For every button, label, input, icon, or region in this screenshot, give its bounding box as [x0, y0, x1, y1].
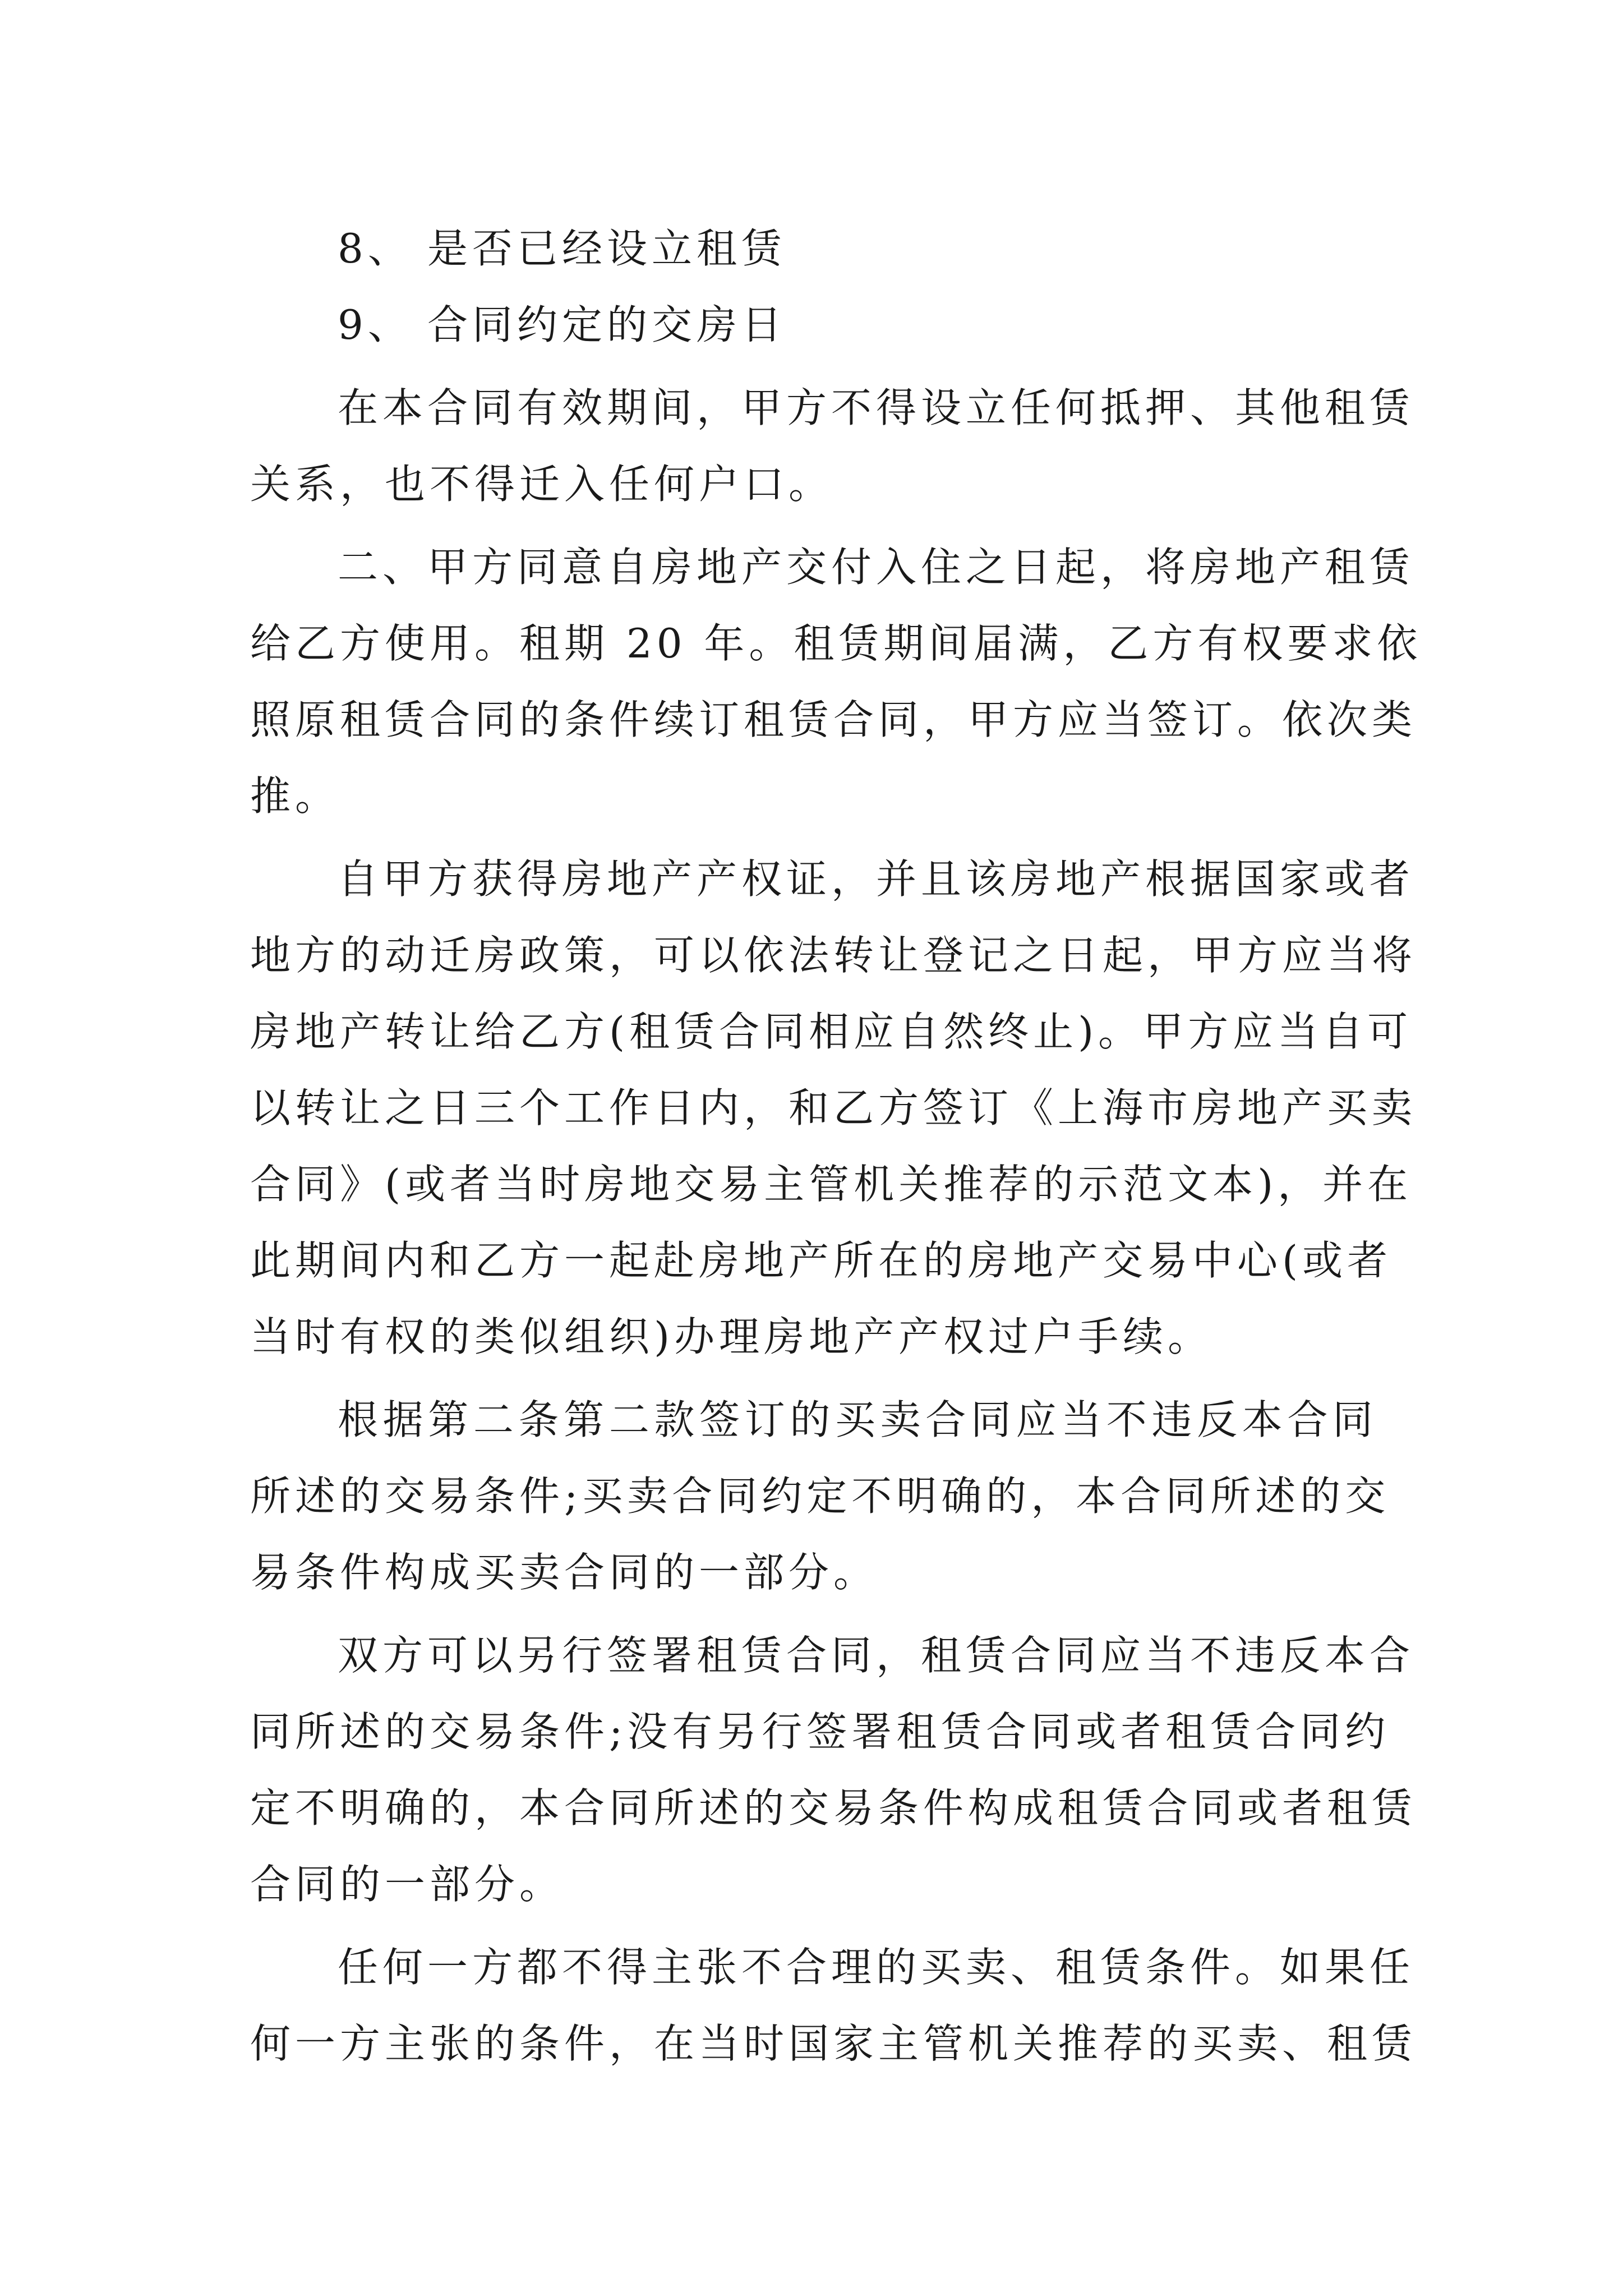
- paragraph-line: 根据第二条第二款签订的买卖合同应当不违反本合同: [338, 1396, 1377, 1443]
- paragraph-lease-contract: [250, 1617, 1417, 1922]
- paragraph-line: 给乙方使用。租期 20 年。租赁期间届满，乙方有权要求依: [250, 620, 1422, 667]
- paragraph-sale-contract: [250, 1382, 1390, 1611]
- list-item-8: [250, 210, 1377, 287]
- paragraph-line: 合同的一部分。: [250, 1861, 565, 1908]
- document-body: [250, 210, 1422, 2082]
- paragraph-line: 当时有权的类似组织)办理房地产产权过户手续。: [250, 1313, 1213, 1360]
- paragraph-line: 同所述的交易条件;没有另行签署租赁合同或者租赁合同约: [250, 1708, 1390, 1755]
- paragraph-line: 何一方主张的条件，在当时国家主管机关推荐的买卖、租赁: [250, 2020, 1417, 2067]
- paragraph-line: 合同》(或者当时房地交易主管机关推荐的示范文本)，并在: [250, 1161, 1413, 1208]
- paragraph-line: 推。: [250, 772, 340, 820]
- paragraph-line: 双方可以另行签署租赁合同，租赁合同应当不违反本合: [338, 1632, 1415, 1679]
- paragraph-transfer: [250, 841, 1417, 1375]
- paragraph-line: 自甲方获得房地产产权证，并且该房地产根据国家或者: [338, 855, 1415, 903]
- paragraph-lease-term: [250, 529, 1422, 834]
- list-text: 是否已经设立租赁: [427, 225, 787, 272]
- paragraph-line: 所述的交易条件;买卖合同约定不明确的，本合同所述的交: [250, 1473, 1390, 1520]
- paragraph-line: 易条件构成买卖合同的一部分。: [250, 1549, 879, 1596]
- paragraph-line: 此期间内和乙方一起赴房地产所在的房地产交易中心(或者: [250, 1237, 1393, 1284]
- paragraph-line: 房地产转让给乙方(租赁合同相应自然终止)。甲方应当自可: [250, 1008, 1413, 1055]
- paragraph-line: 二、甲方同意自房地产交付入住之日起，将房地产租赁: [338, 544, 1415, 591]
- paragraph-line: 以转让之日三个工作日内，和乙方签订《上海市房地产买卖: [250, 1084, 1417, 1131]
- paragraph-line: 关系，也不得迁入任何户口。: [250, 461, 834, 508]
- list-text: 合同约定的交房日: [427, 301, 787, 348]
- paragraph-unreasonable-terms: [250, 1929, 1417, 2082]
- list-number: 9、: [338, 301, 413, 348]
- list-number: 8、: [338, 225, 413, 272]
- list-item-9: [250, 287, 1377, 363]
- paragraph-line: 定不明确的，本合同所述的交易条件构成租赁合同或者租赁: [250, 1784, 1417, 1832]
- paragraph-line: 任何一方都不得主张不合理的买卖、租赁条件。如果任: [338, 1944, 1415, 1991]
- paragraph-line: 地方的动迁房政策，可以依法转让登记之日起，甲方应当将: [250, 932, 1417, 979]
- paragraph-no-mortgage: [250, 370, 1415, 522]
- paragraph-line: 在本合同有效期间，甲方不得设立任何抵押、其他租赁: [338, 384, 1415, 431]
- paragraph-line: 照原租赁合同的条件续订租赁合同，甲方应当签订。依次类: [250, 696, 1417, 743]
